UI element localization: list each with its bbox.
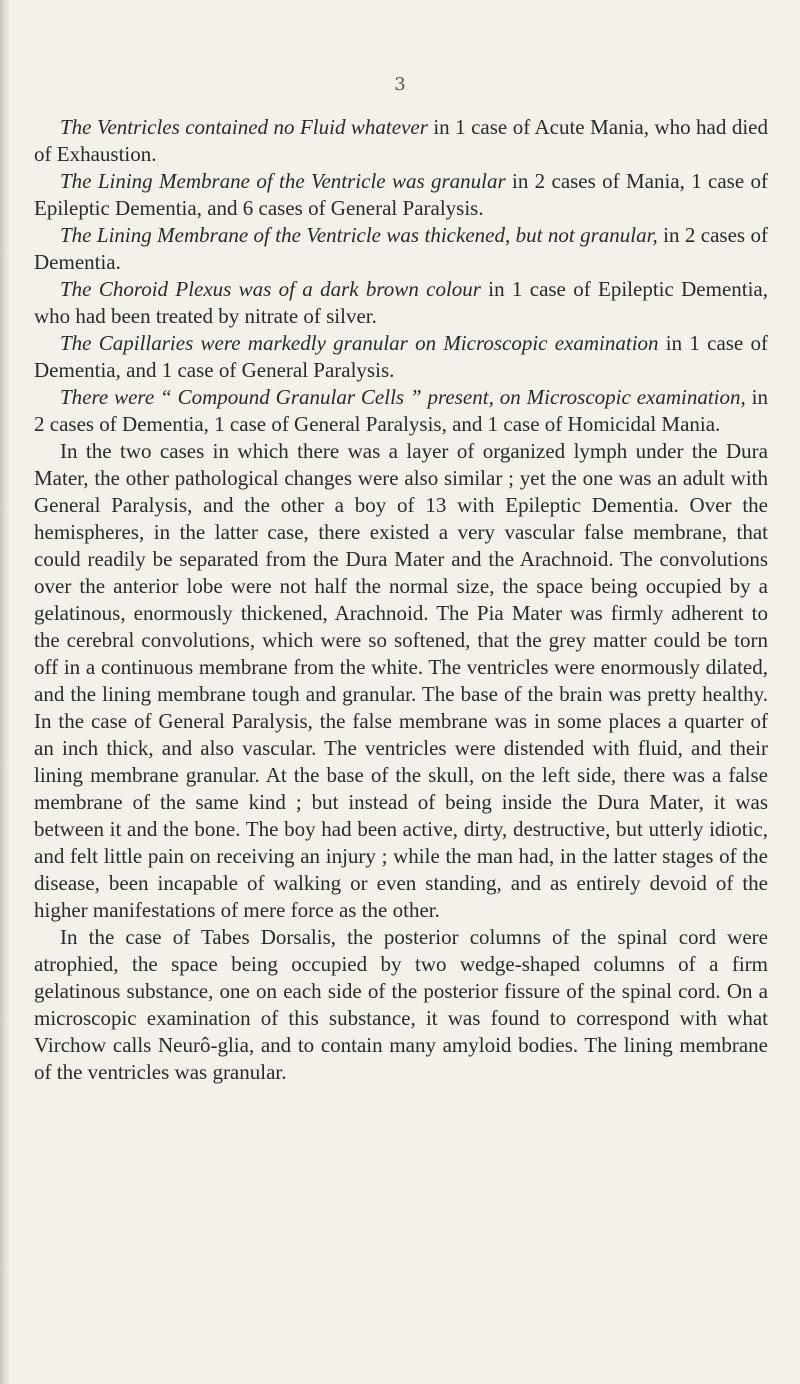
italic-heading-text: The Lining Membrane of the Ventricle was granular: [60, 169, 506, 193]
paragraph-text: in 1 case of Dementia, and 1 case of General Paralysis.: [34, 331, 768, 382]
paragraph-text: In the two cases in which there was a layer of organized lymph under the Dura Mater, the other pathological changes were also similar ; yet the one was an adult with General Paralysis, and the other a boy of 13 with Epileptic Dementia. Over the hemispheres, in the latter case, there existed a very vascular false membrane, that could readily be separated from the Dura Mater and the Arachnoid. The convolutions over the anterior lobe were not half the normal size, the space being occupied by a gelatinous, enormously thickened, Arachnoid. The Pia Mater was firmly adherent to the cerebral convolutions, which were so softened, that the grey matter could be torn off in a continuous membrane from the white. The ventricles were enormously dilated, and the lining membrane tough and granular. The base of the brain was pretty healthy. In the case of General Paralysis, the false membrane was in some places a quarter of an inch thick, and also vascular. The ventricles were distended with fluid, and their lining membrane granular. At the base of the skull, on the left side, there was a false membrane of the same kind ; but instead of being inside the Dura Mater, it was between it and the bone. The boy had been active, dirty, destructive, but utterly idiotic, and felt little pain on receiving an injury ; while the man had, in the latter stages of the disease, been incapable of walking or even standing, and as entirely devoid of the higher manifestations of mere force as the other.: [34, 439, 768, 922]
paragraph: [34, 222, 768, 276]
paragraph-text: in 1 case of Acute Mania, who had died of Exhaustion.: [34, 115, 768, 166]
italic-heading-text: The Choroid Plexus was of a dark brown colour: [60, 277, 481, 301]
paragraph: [34, 276, 768, 330]
paragraph: [34, 114, 768, 168]
italic-heading-text: The Ventricles contained no Fluid whatever: [60, 115, 428, 139]
paragraph-text: In the case of Tabes Dorsalis, the posterior columns of the spinal cord were atrophied, the space being occupied by two wedge-shaped columns of a firm gelatinous substance, one on each side of the posterior fissure of the spinal cord. On a microscopic examination of this substance, it was found to correspond with what Virchow calls Neurô-glia, and to contain many amyloid bodies. The lining membrane of the ventricles was granular.: [34, 925, 768, 1084]
paragraph: [34, 330, 768, 384]
paragraph: [34, 438, 768, 924]
paragraph-text: in 2 cases of Dementia.: [34, 223, 768, 274]
paragraph-text: in 2 cases of Mania, 1 case of Epileptic Dementia, and 6 cases of General Paralysis.: [34, 169, 768, 220]
page-binding-edge: [0, 0, 10, 1384]
paragraph-text: in 2 cases of Dementia, 1 case of General Paralysis, and 1 case of Homicidal Mania.: [34, 385, 768, 436]
body-text: [34, 114, 768, 1086]
paragraph: [34, 384, 768, 438]
italic-heading-text: There were “ Compound Granular Cells ” present, on Microscopic examination,: [60, 385, 746, 409]
paragraph: [34, 168, 768, 222]
paragraph-text: in 1 case of Epileptic Dementia, who had been treated by nitrate of silver.: [34, 277, 769, 328]
page-number: 3: [394, 74, 406, 95]
paragraph: [34, 924, 768, 1086]
italic-heading-text: The Lining Membrane of the Ventricle was thickened, but not granular,: [60, 223, 658, 247]
italic-heading-text: The Capillaries were markedly granular on Microscopic examination: [60, 331, 659, 355]
